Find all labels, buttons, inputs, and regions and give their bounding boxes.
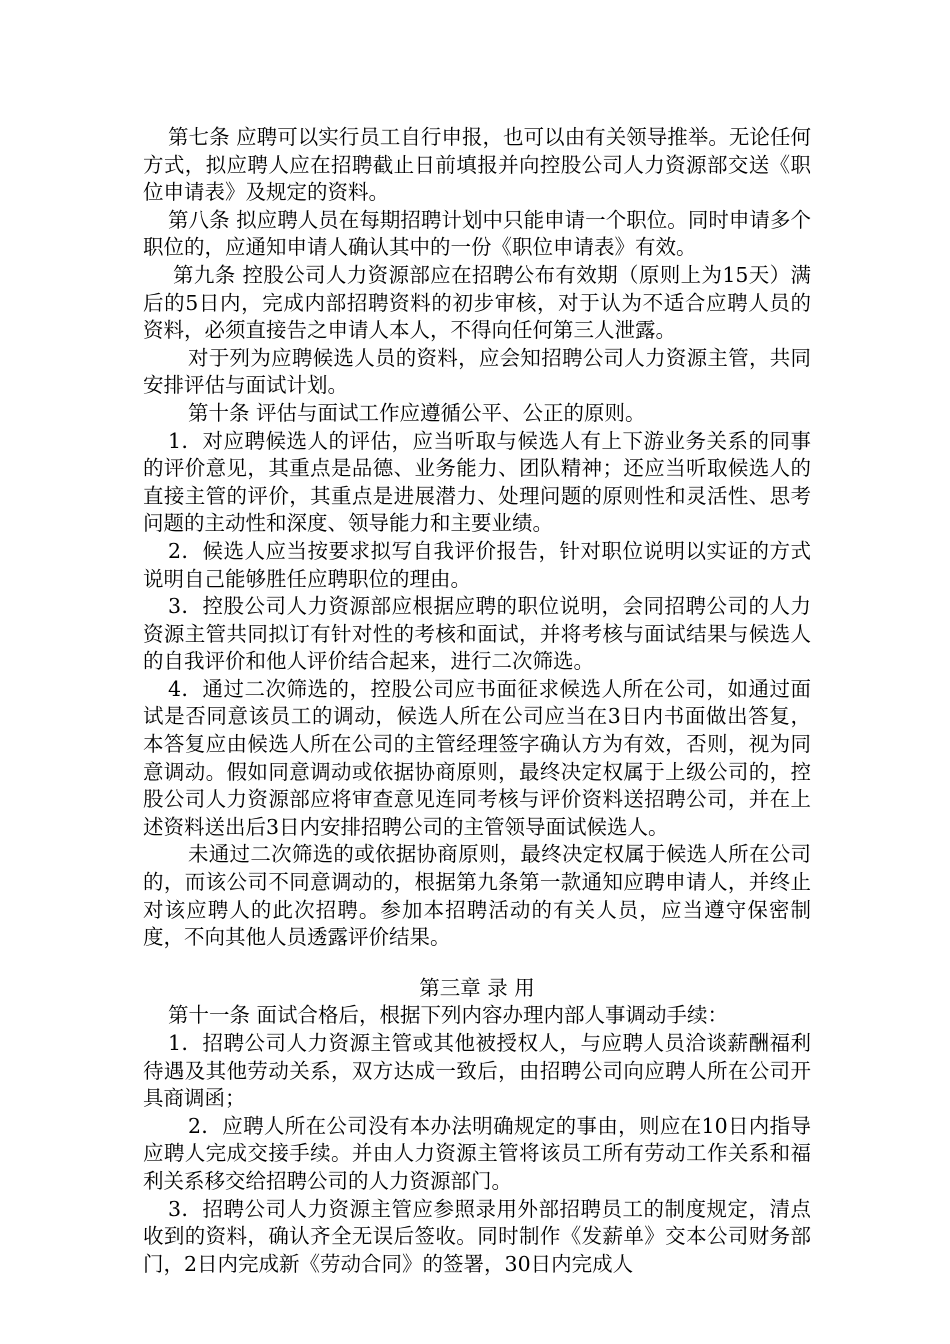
article-11-paragraph: 第十一条 面试合格后，根据下列内容办理内部人事调动手续： xyxy=(168,1003,729,1028)
article-8-paragraph: 第八条 拟应聘人员在每期招聘计划中只能申请一个职位。同时申请多个职位的，应通知申请人确认其中的一份《职位申请表》有效。 xyxy=(143,207,811,260)
article-10-failed-screening-paragraph: 未通过二次筛选的或依据协商原则，最终决定权属于候选人所在公司的，而该公司不同意调动的，根据第九条第一款通知应聘申请人，并终止对该应聘人的此次招聘。参加本招聘活动的有关人员，应当遵守保密制度，不向其他人员透露评价结果。 xyxy=(143,842,811,950)
article-9-paragraph: 第九条 控股公司人力资源部应在招聘公布有效期（原则上为15天）满后的5日内，完成内部招聘资料的初步审核，对于认为不适合应聘人员的资料，必须直接告之申请人本人，不得向任何第三人泄露。 xyxy=(143,262,811,343)
article-10-item-2: 2．候选人应当按要求拟写自我评价报告，针对职位说明以实证的方式说明自己能够胜任应聘职位的理由。 xyxy=(143,538,811,591)
article-10-paragraph: 第十条 评估与面试工作应遵循公平、公正的原则。 xyxy=(188,400,646,425)
article-10-item-1: 1．对应聘候选人的评估，应当听取与候选人有上下游业务关系的同事的评价意见，其重点是品德、业务能力、团队精神；还应当听取候选人的直接主管的评价，其重点是进展潜力、处理问题的原则性和灵活性、思考问题的主动性和深度、领导能力和主要业绩。 xyxy=(143,428,811,536)
article-10-item-3: 3．控股公司人力资源部应根据应聘的职位说明，会同招聘公司的人力资源主管共同拟订有针对性的考核和面试，并将考核与面试结果与候选人的自我评价和他人评价结合起来，进行二次筛选。 xyxy=(143,594,811,674)
document-body xyxy=(143,124,811,1278)
article-10-item-4: 4．通过二次筛选的，控股公司应书面征求候选人所在公司，如通过面试是否同意该员工的调动，候选人所在公司应当在3日内书面做出答复，本答复应由候选人所在公司的主管经理签字确认方为有效，否则，视为同意调动。假如同意调动或依据协商原则，最终决定权属于上级公司的，控股公司人力资源部应将审查意见连同考核与评价资料送招聘公司，并在上述资料送出后3日内安排招聘公司的主管领导面试候选人。 xyxy=(143,676,811,839)
article-11-item-2: 2．应聘人所在公司没有本办法明确规定的事由，则应在10日内指导应聘人完成交接手续。并由人力资源主管将该员工所有劳动工作关系和福利关系移交给招聘公司的人力资源部门。 xyxy=(143,1113,811,1193)
article-11-item-1: 1．招聘公司人力资源主管或其他被授权人，与应聘人员洽谈薪酬福利待遇及其他劳动关系，双方达成一致后，由招聘公司向应聘人所在公司开具商调函； xyxy=(143,1031,811,1111)
article-11-item-3: 3．招聘公司人力资源主管应参照录用外部招聘员工的制度规定，清点收到的资料，确认齐全无误后签收。同时制作《发薪单》交本公司财务部门，2日内完成新《劳动合同》的签署，30日内完成人 xyxy=(143,1196,811,1276)
chapter-3-heading: 第三章 录 用 xyxy=(419,975,535,1000)
article-9-candidate-paragraph: 对于列为应聘候选人员的资料，应会知招聘公司人力资源主管，共同安排评估与面试计划。 xyxy=(143,345,811,398)
article-7-paragraph: 第七条 应聘可以实行员工自行申报，也可以由有关领导推举。无论任何方式，拟应聘人应在招聘截止日前填报并向控股公司人力资源部交送《职位申请表》及规定的资料。 xyxy=(143,125,811,205)
